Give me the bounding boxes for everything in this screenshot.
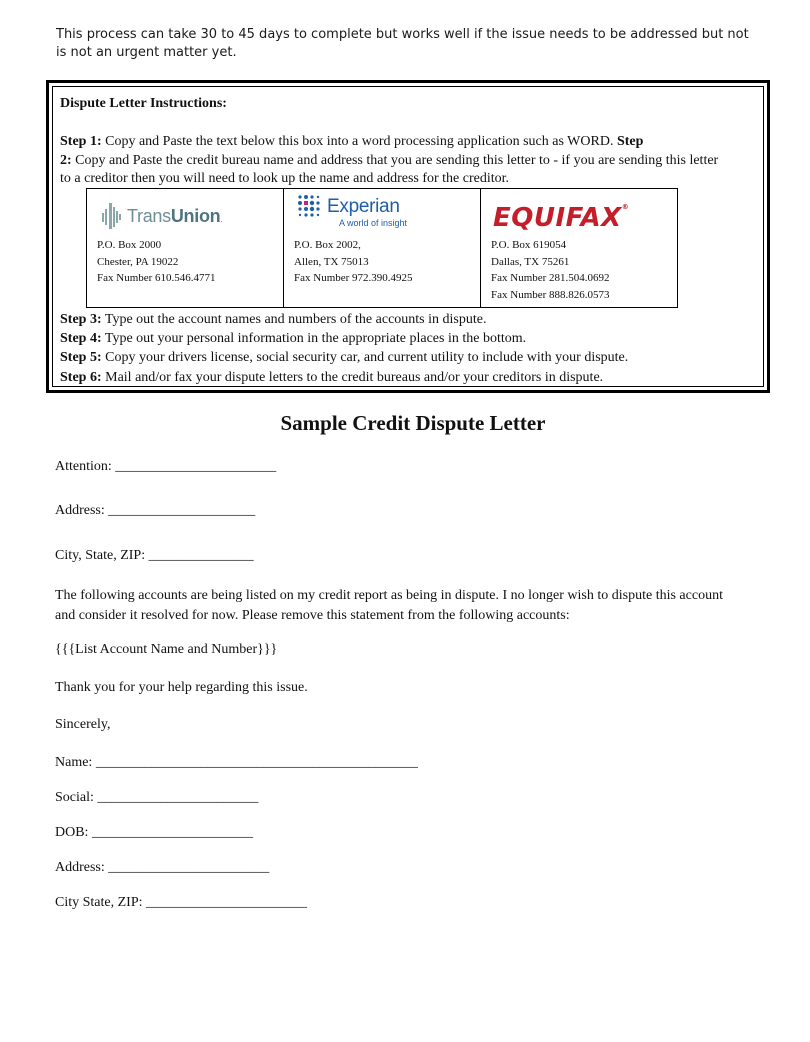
instructions-title: Dispute Letter Instructions:	[60, 96, 227, 111]
transunion-wordmark: TransUnion.	[127, 205, 223, 226]
steps-1-2-paragraph	[60, 133, 720, 189]
step-6: Step 6: Mail and/or fax your dispute letters to the credit bureaus and/or your creditors in dispute.	[60, 369, 604, 385]
credit-bureau-table	[86, 188, 678, 308]
bureau-cell-transunion	[87, 189, 284, 307]
experian-wordmark: Experian	[327, 196, 400, 217]
account-placeholder: {{{List Account Name and Number}}}	[55, 642, 278, 657]
transunion-address: P.O. Box 2000 Chester, PA 19022 Fax Number 610.546.4771	[97, 239, 216, 284]
transunion-logo	[101, 201, 222, 231]
experian-dots-icon	[296, 193, 324, 221]
step-4: Step 4: Type out your personal information in the appropriate places in the bottom.	[60, 331, 527, 347]
step-1-text: Copy and Paste the text below this box into a word processing application such as WORD.	[101, 134, 617, 149]
thank-you-line: Thank you for your help regarding this issue.	[55, 680, 308, 695]
equifax-address: P.O. Box 619054 Dallas, TX 75261 Fax Number 281.504.0692 Fax Number 888.826.0573	[491, 239, 610, 301]
name-field: Name: ______________________________________________	[55, 755, 418, 770]
step-3: Step 3: Type out the account names and numbers of the accounts in dispute.	[60, 312, 487, 327]
step-2-label-b: 2:	[60, 152, 72, 168]
letter-body: The following accounts are being listed on my credit report as being in dispute. I no longer wish to dispute this account and consider it resolved for now. Please remove this statement from the following accounts:	[55, 588, 723, 623]
step-2-label-a: Step	[616, 134, 644, 149]
dob-field: DOB: _______________________	[55, 825, 253, 840]
bureau-cell-experian	[284, 189, 481, 307]
address-field-2: Address: _______________________	[55, 860, 270, 875]
social-field: Social: _______________________	[55, 790, 259, 805]
city-state-zip-field-2: City State, ZIP: _______________________	[55, 895, 307, 910]
equifax-logo: EQUIFAX®	[493, 203, 630, 233]
attention-field: Attention: _______________________	[55, 459, 277, 474]
experian-logo	[296, 193, 407, 228]
address-field: Address: _____________________	[55, 503, 256, 518]
experian-address: P.O. Box 2002, Allen, TX 75013 Fax Number 972.390.4925	[294, 239, 413, 284]
city-state-zip-field: City, State, ZIP: _______________	[55, 548, 254, 563]
experian-tagline: A world of insight	[339, 218, 408, 228]
steps-3-6-list	[60, 310, 760, 387]
step-1-label: Step 1:	[60, 134, 102, 149]
bureau-cell-equifax	[481, 189, 677, 307]
letter-title: Sample Credit Dispute Letter	[280, 411, 546, 435]
transunion-mark-icon	[101, 201, 123, 231]
step-2-text: Copy and Paste the credit bureau name and address that you are sending this letter to - if you are sending this letter to a creditor then you will need to look up the name and address for the creditor.	[60, 152, 719, 186]
closing-line: Sincerely,	[55, 717, 111, 732]
intro-paragraph: This process can take 30 to 45 days to complete but works well if the issue needs to be addressed but not is not an urgent matter yet.	[56, 27, 749, 60]
step-5: Step 5: Copy your drivers license, social security car, and current utility to include with your dispute.	[60, 350, 629, 366]
